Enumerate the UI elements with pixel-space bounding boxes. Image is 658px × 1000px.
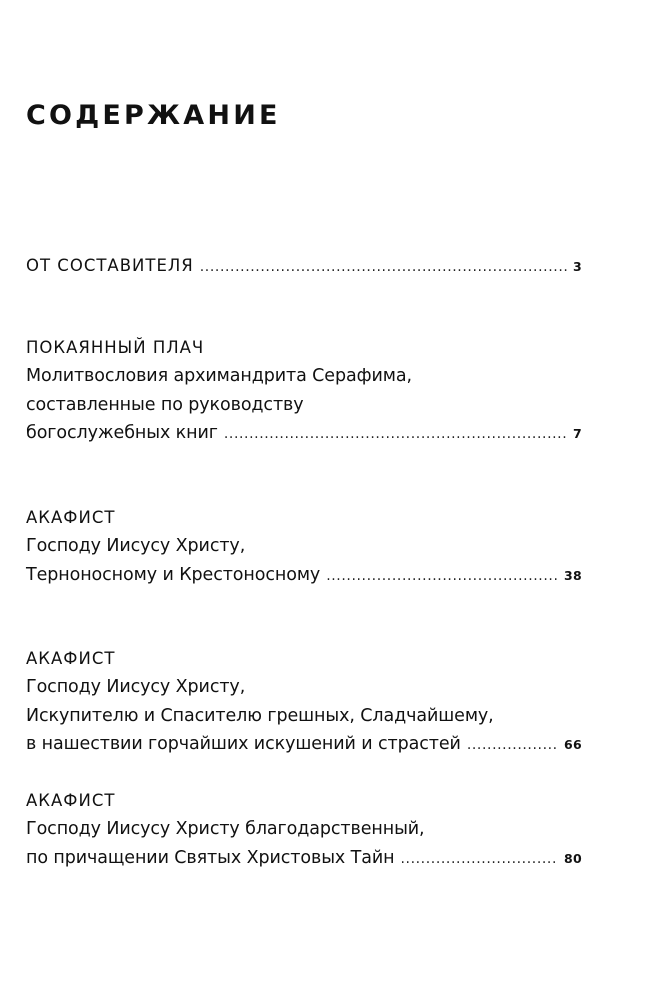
toc-page-number: 80 [564, 850, 582, 866]
toc-entry[interactable] [26, 787, 582, 873]
toc-entry[interactable] [26, 645, 582, 759]
toc-line [26, 561, 582, 590]
toc-entry-text: Терноносному и Крестоносному [26, 564, 321, 585]
toc-entry[interactable] [26, 252, 582, 281]
toc-entry-heading: АКАФИСТ [26, 791, 116, 810]
toc-entry-text: Господу Иисусу Христу благодарственный, [26, 819, 425, 840]
toc-line [26, 702, 582, 730]
toc-entry-text: Искупителю и Спасителю грешных, Сладчайшему, [26, 705, 494, 726]
toc-line [26, 673, 582, 701]
toc-entry-heading: ОТ СОСТАВИТЕЛЯ [26, 256, 194, 275]
toc-entry-text: в нашествии горчайших искушений и страстей [26, 733, 461, 754]
dot-leader [467, 731, 558, 759]
toc-entry-heading: ПОКАЯННЫЙ ПЛАЧ [26, 338, 205, 357]
toc-page-number: 66 [564, 736, 582, 752]
toc-entry-text: по причащении Святых Христовых Тайн [26, 847, 395, 868]
dot-leader [400, 845, 558, 873]
toc-line [26, 730, 582, 759]
dot-leader [224, 420, 567, 448]
toc-entry-text: Господу Иисусу Христу, [26, 677, 246, 698]
toc-page-number: 7 [573, 425, 582, 441]
toc-entry-text: Господу Иисусу Христу, [26, 536, 246, 557]
dot-leader [326, 562, 558, 590]
toc-line [26, 334, 582, 362]
toc-entry[interactable] [26, 334, 582, 448]
toc-entry-heading: АКАФИСТ [26, 649, 116, 668]
toc-line [26, 419, 582, 448]
toc-line [26, 252, 582, 281]
toc-line [26, 391, 582, 419]
toc-line [26, 815, 582, 843]
toc-page-number: 3 [573, 259, 582, 274]
toc-line [26, 844, 582, 873]
toc-entry-text: богослужебных книг [26, 422, 218, 443]
toc-line [26, 504, 582, 532]
toc-page-number: 38 [564, 567, 582, 583]
page-title: СОДЕРЖАНИЕ [26, 100, 281, 131]
toc-line [26, 362, 582, 390]
toc-entry-text: составленные по руководству [26, 394, 304, 415]
toc-line [26, 532, 582, 560]
toc-line [26, 787, 582, 815]
toc-entry[interactable] [26, 504, 582, 590]
toc-entry-heading: АКАФИСТ [26, 508, 116, 527]
toc-entry-text: Молитвословия архимандрита Серафима, [26, 366, 412, 387]
toc-line [26, 645, 582, 673]
dot-leader [200, 253, 567, 281]
